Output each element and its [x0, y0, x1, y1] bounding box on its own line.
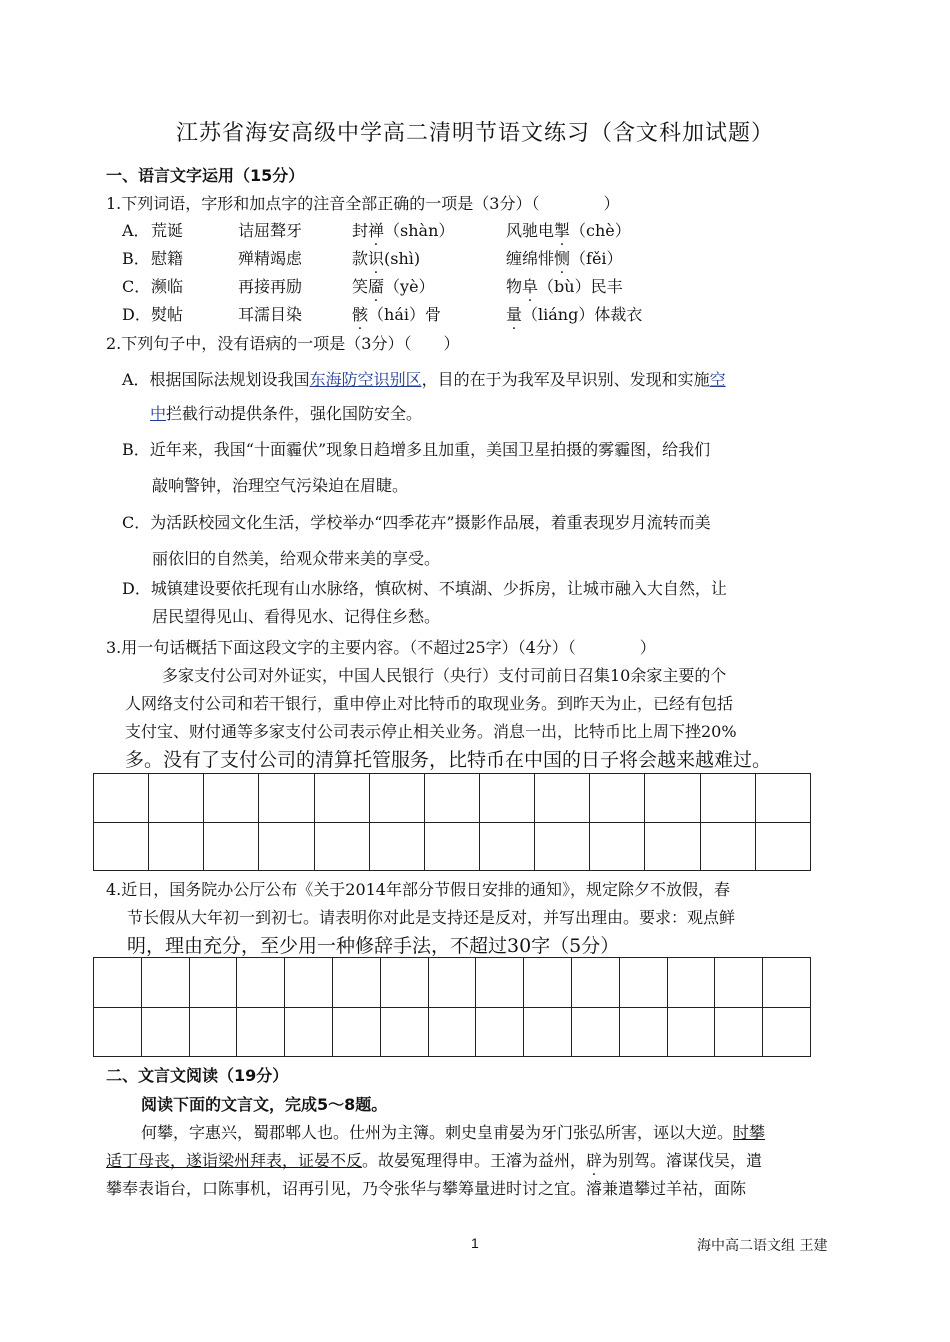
option-word: 荒诞: [151, 221, 184, 240]
question-3-stem: 3.用一句话概括下面这段文字的主要内容。（不超过25字）（4分）（ ）: [106, 638, 656, 657]
answer-cell[interactable]: [380, 958, 428, 1008]
footer-author: 海中高二语文组 王建: [697, 1238, 828, 1254]
option-word: 濒临: [151, 277, 184, 296]
section-heading-2: 二、文言文阅读（19分）: [106, 1066, 289, 1085]
passage-line: 多家支付公司对外证实，中国人民银行（央行）支付司前日召集10余家主要的个: [162, 666, 727, 685]
answer-cell[interactable]: [619, 1007, 667, 1057]
option-word: [352, 246, 420, 269]
answer-cell[interactable]: [94, 958, 142, 1008]
option-word: [506, 302, 642, 325]
answer-cell[interactable]: [535, 822, 590, 871]
text-span: 为别驾。濬谋伐吴，遣: [602, 1151, 763, 1170]
answer-cell[interactable]: [428, 1007, 476, 1057]
answer-cell[interactable]: [763, 1007, 811, 1057]
answer-cell[interactable]: [237, 958, 285, 1008]
hyperlink-east-sea-adiz[interactable]: 东海防空识别区: [309, 370, 422, 389]
passage-line: 多。没有了支付公司的清算托管服务，比特币在中国的日子将会越来越难过。: [125, 749, 772, 771]
answer-cell[interactable]: [259, 822, 314, 871]
answer-cell[interactable]: [149, 822, 204, 871]
classical-text-line3: 攀奉表诣台，口陈事机，诏再引见，乃令张华与攀筹量进时讨之宜。濬兼遣攀过羊祜，面陈: [106, 1179, 747, 1198]
answer-cell[interactable]: [535, 774, 590, 823]
word-part: 缠绵悱: [506, 249, 555, 268]
dotted-char: 辟: [586, 1151, 603, 1170]
pinyin: （fěi）: [570, 249, 623, 268]
answer-cell[interactable]: [700, 822, 755, 871]
answer-cell[interactable]: [259, 774, 314, 823]
answer-cell[interactable]: [204, 774, 259, 823]
question-2-option-d-line1: D．城镇建设要依托现有山水脉络，慎砍树、不填湖、少拆房，让城市融入大自然，让: [122, 579, 727, 598]
question-2-stem: 2.下列句子中，没有语病的一项是（3分）（ ）: [106, 334, 460, 353]
page-title: 江苏省海安高级中学高二清明节语文练习（含文科加试题）: [175, 121, 774, 146]
option-letter: D．: [122, 305, 151, 324]
answer-cell[interactable]: [369, 774, 424, 823]
answer-cell[interactable]: [141, 1007, 189, 1057]
question-4-line1: 4.近日，国务院办公厅公布《关于2014年部分节假日安排的通知》，规定除夕不放假，春: [106, 880, 730, 899]
option-word: [352, 218, 454, 241]
dotted-char: 骸: [352, 305, 369, 324]
passage-line: 支付宝、财付通等多家支付公司表示停止相关业务。消息一出，比特币比上周下挫20%: [125, 722, 737, 741]
answer-grid-row: [94, 1007, 811, 1057]
pinyin: （hái）骨: [368, 305, 441, 324]
answer-cell[interactable]: [332, 958, 380, 1008]
answer-cell[interactable]: [524, 958, 572, 1008]
option-word: [506, 246, 623, 269]
pinyin: （chè）: [570, 221, 631, 240]
option-letter: B．: [122, 249, 150, 268]
answer-cell[interactable]: [189, 1007, 237, 1057]
option-word: 再接再励: [238, 277, 303, 296]
word-part: 笑: [352, 277, 369, 296]
answer-cell[interactable]: [763, 958, 811, 1008]
answer-cell[interactable]: [479, 774, 534, 823]
answer-cell[interactable]: [285, 1007, 333, 1057]
option-word: 殚精竭虑: [238, 249, 303, 268]
answer-cell[interactable]: [314, 774, 369, 823]
answer-cell[interactable]: [645, 822, 700, 871]
answer-cell[interactable]: [380, 1007, 428, 1057]
text-span: 何攀，字惠兴，蜀郡郫人也。仕州为主簿。刺史皇甫晏为牙门张弘所害，诬以大逆。: [141, 1123, 734, 1142]
question-4-line2: 节长假从大年初一到初七。请表明你对此是支持还是反对，并写出理由。要求：观点鲜: [127, 908, 736, 927]
answer-cell[interactable]: [619, 958, 667, 1008]
answer-cell[interactable]: [571, 1007, 619, 1057]
answer-cell[interactable]: [479, 822, 534, 871]
option-word: 慰籍: [151, 249, 184, 268]
question-2-option-a-line2: [130, 397, 422, 431]
classical-text-line1: [141, 1120, 765, 1143]
answer-cell[interactable]: [204, 822, 259, 871]
answer-cell[interactable]: [755, 774, 810, 823]
answer-cell[interactable]: [645, 774, 700, 823]
option-letter: A．: [122, 221, 150, 240]
dotted-char: 阜: [522, 277, 539, 296]
answer-cell[interactable]: [141, 958, 189, 1008]
pinyin: （liáng）体裁衣: [522, 305, 643, 324]
answer-cell[interactable]: [590, 774, 645, 823]
classical-text-line2: [106, 1148, 762, 1171]
answer-cell[interactable]: [524, 1007, 572, 1057]
answer-cell[interactable]: [94, 774, 149, 823]
question-2-option-c-line1: C．为活跃校园文化生活，学校举办“四季花卉”摄影作品展，着重表现岁月流转而美: [122, 513, 711, 532]
question-2-option-b-line2: 敲响警钟，治理空气污染迫在眉睫。: [152, 476, 409, 495]
pinyin: （bù）民丰: [538, 277, 623, 296]
answer-cell[interactable]: [314, 822, 369, 871]
answer-cell[interactable]: [590, 822, 645, 871]
question-4-line3: 明，理由充分，至少用一种修辞手法，不超过30字（5分）: [127, 935, 620, 957]
answer-cell[interactable]: [94, 1007, 142, 1057]
answer-cell[interactable]: [428, 958, 476, 1008]
answer-grid-q4[interactable]: [93, 957, 811, 1057]
answer-grid-row: [94, 822, 811, 871]
answer-cell[interactable]: [332, 1007, 380, 1057]
option-word: [352, 302, 441, 325]
dotted-char: 量: [506, 305, 523, 324]
answer-cell[interactable]: [571, 958, 619, 1008]
underlined-text: 时攀: [733, 1123, 766, 1142]
answer-cell[interactable]: [715, 958, 763, 1008]
answer-cell[interactable]: [149, 774, 204, 823]
section-2-intro: 阅读下面的文言文，完成5～8题。: [141, 1095, 388, 1114]
answer-grid-q3[interactable]: [93, 773, 811, 871]
answer-cell[interactable]: [237, 1007, 285, 1057]
pinyin: (shì): [384, 249, 421, 268]
text-span: 。故晏冤理得申。王濬为益州，: [362, 1151, 587, 1170]
option-letter: C．: [122, 277, 151, 296]
dotted-char: 掣: [554, 221, 571, 240]
word-part: 款: [352, 249, 369, 268]
answer-grid-row: [94, 958, 811, 1008]
answer-cell[interactable]: [189, 958, 237, 1008]
question-2-option-b-line1: B．近年来，我国“十面霾伏”现象日趋增多且加重，美国卫星拍摄的雾霾图，给我们: [122, 440, 711, 459]
question-2-option-d-line2: 居民望得见山、看得见水、记得住乡愁。: [152, 607, 441, 626]
answer-cell[interactable]: [476, 1007, 524, 1057]
pinyin: （shàn）: [384, 221, 455, 240]
option-word: 耳濡目染: [238, 305, 303, 324]
answer-cell[interactable]: [424, 774, 479, 823]
word-part: 封: [352, 221, 369, 240]
pinyin: （yè）: [384, 277, 435, 296]
option-word: [506, 274, 623, 297]
underlined-text: 适丁母丧，遂诣梁州拜表，证晏不反: [106, 1151, 363, 1170]
option-word: [506, 218, 631, 241]
section-heading-1: 一、语言文字运用（15分）: [106, 166, 305, 185]
dotted-char: 识: [368, 249, 385, 268]
page-number: 1: [471, 1235, 479, 1251]
answer-cell[interactable]: [285, 958, 333, 1008]
answer-cell[interactable]: [476, 958, 524, 1008]
answer-grid-row: [94, 774, 811, 823]
answer-cell[interactable]: [369, 822, 424, 871]
option-word: [352, 274, 435, 297]
word-part: 物: [506, 277, 523, 296]
question-2-option-a-line1: [122, 363, 726, 397]
hyperlink-air-start[interactable]: 空: [709, 370, 726, 389]
hyperlink-air-end[interactable]: 中: [150, 404, 167, 423]
option-word: 熨帖: [151, 305, 184, 324]
text-span: A．根据国际法规划设我国: [122, 370, 310, 389]
text-span: ，目的在于为我军及早识别、发现和实施: [421, 370, 710, 389]
passage-line: 人网络支付公司和若干银行，重申停止对比特币的取现业务。到昨天为止，已经有包括: [125, 694, 734, 713]
answer-cell[interactable]: [424, 822, 479, 871]
question-2-option-c-line2: 丽依旧的自然美，给观众带来美的享受。: [152, 549, 441, 568]
dotted-char: 靥: [368, 277, 385, 296]
answer-cell[interactable]: [755, 822, 810, 871]
answer-cell[interactable]: [94, 822, 149, 871]
word-part: 风驰电: [506, 221, 555, 240]
option-word: 诘屈聱牙: [238, 221, 303, 240]
answer-cell[interactable]: [667, 1007, 715, 1057]
dotted-char: 恻: [554, 249, 571, 268]
question-1-stem: 1.下列词语，字形和加点字的注音全部正确的一项是（3分）（ ）: [106, 194, 620, 213]
dotted-char: 禅: [368, 221, 385, 240]
answer-cell[interactable]: [715, 1007, 763, 1057]
answer-cell[interactable]: [700, 774, 755, 823]
text-span: 拦截行动提供条件，强化国防安全。: [166, 404, 423, 423]
answer-cell[interactable]: [667, 958, 715, 1008]
